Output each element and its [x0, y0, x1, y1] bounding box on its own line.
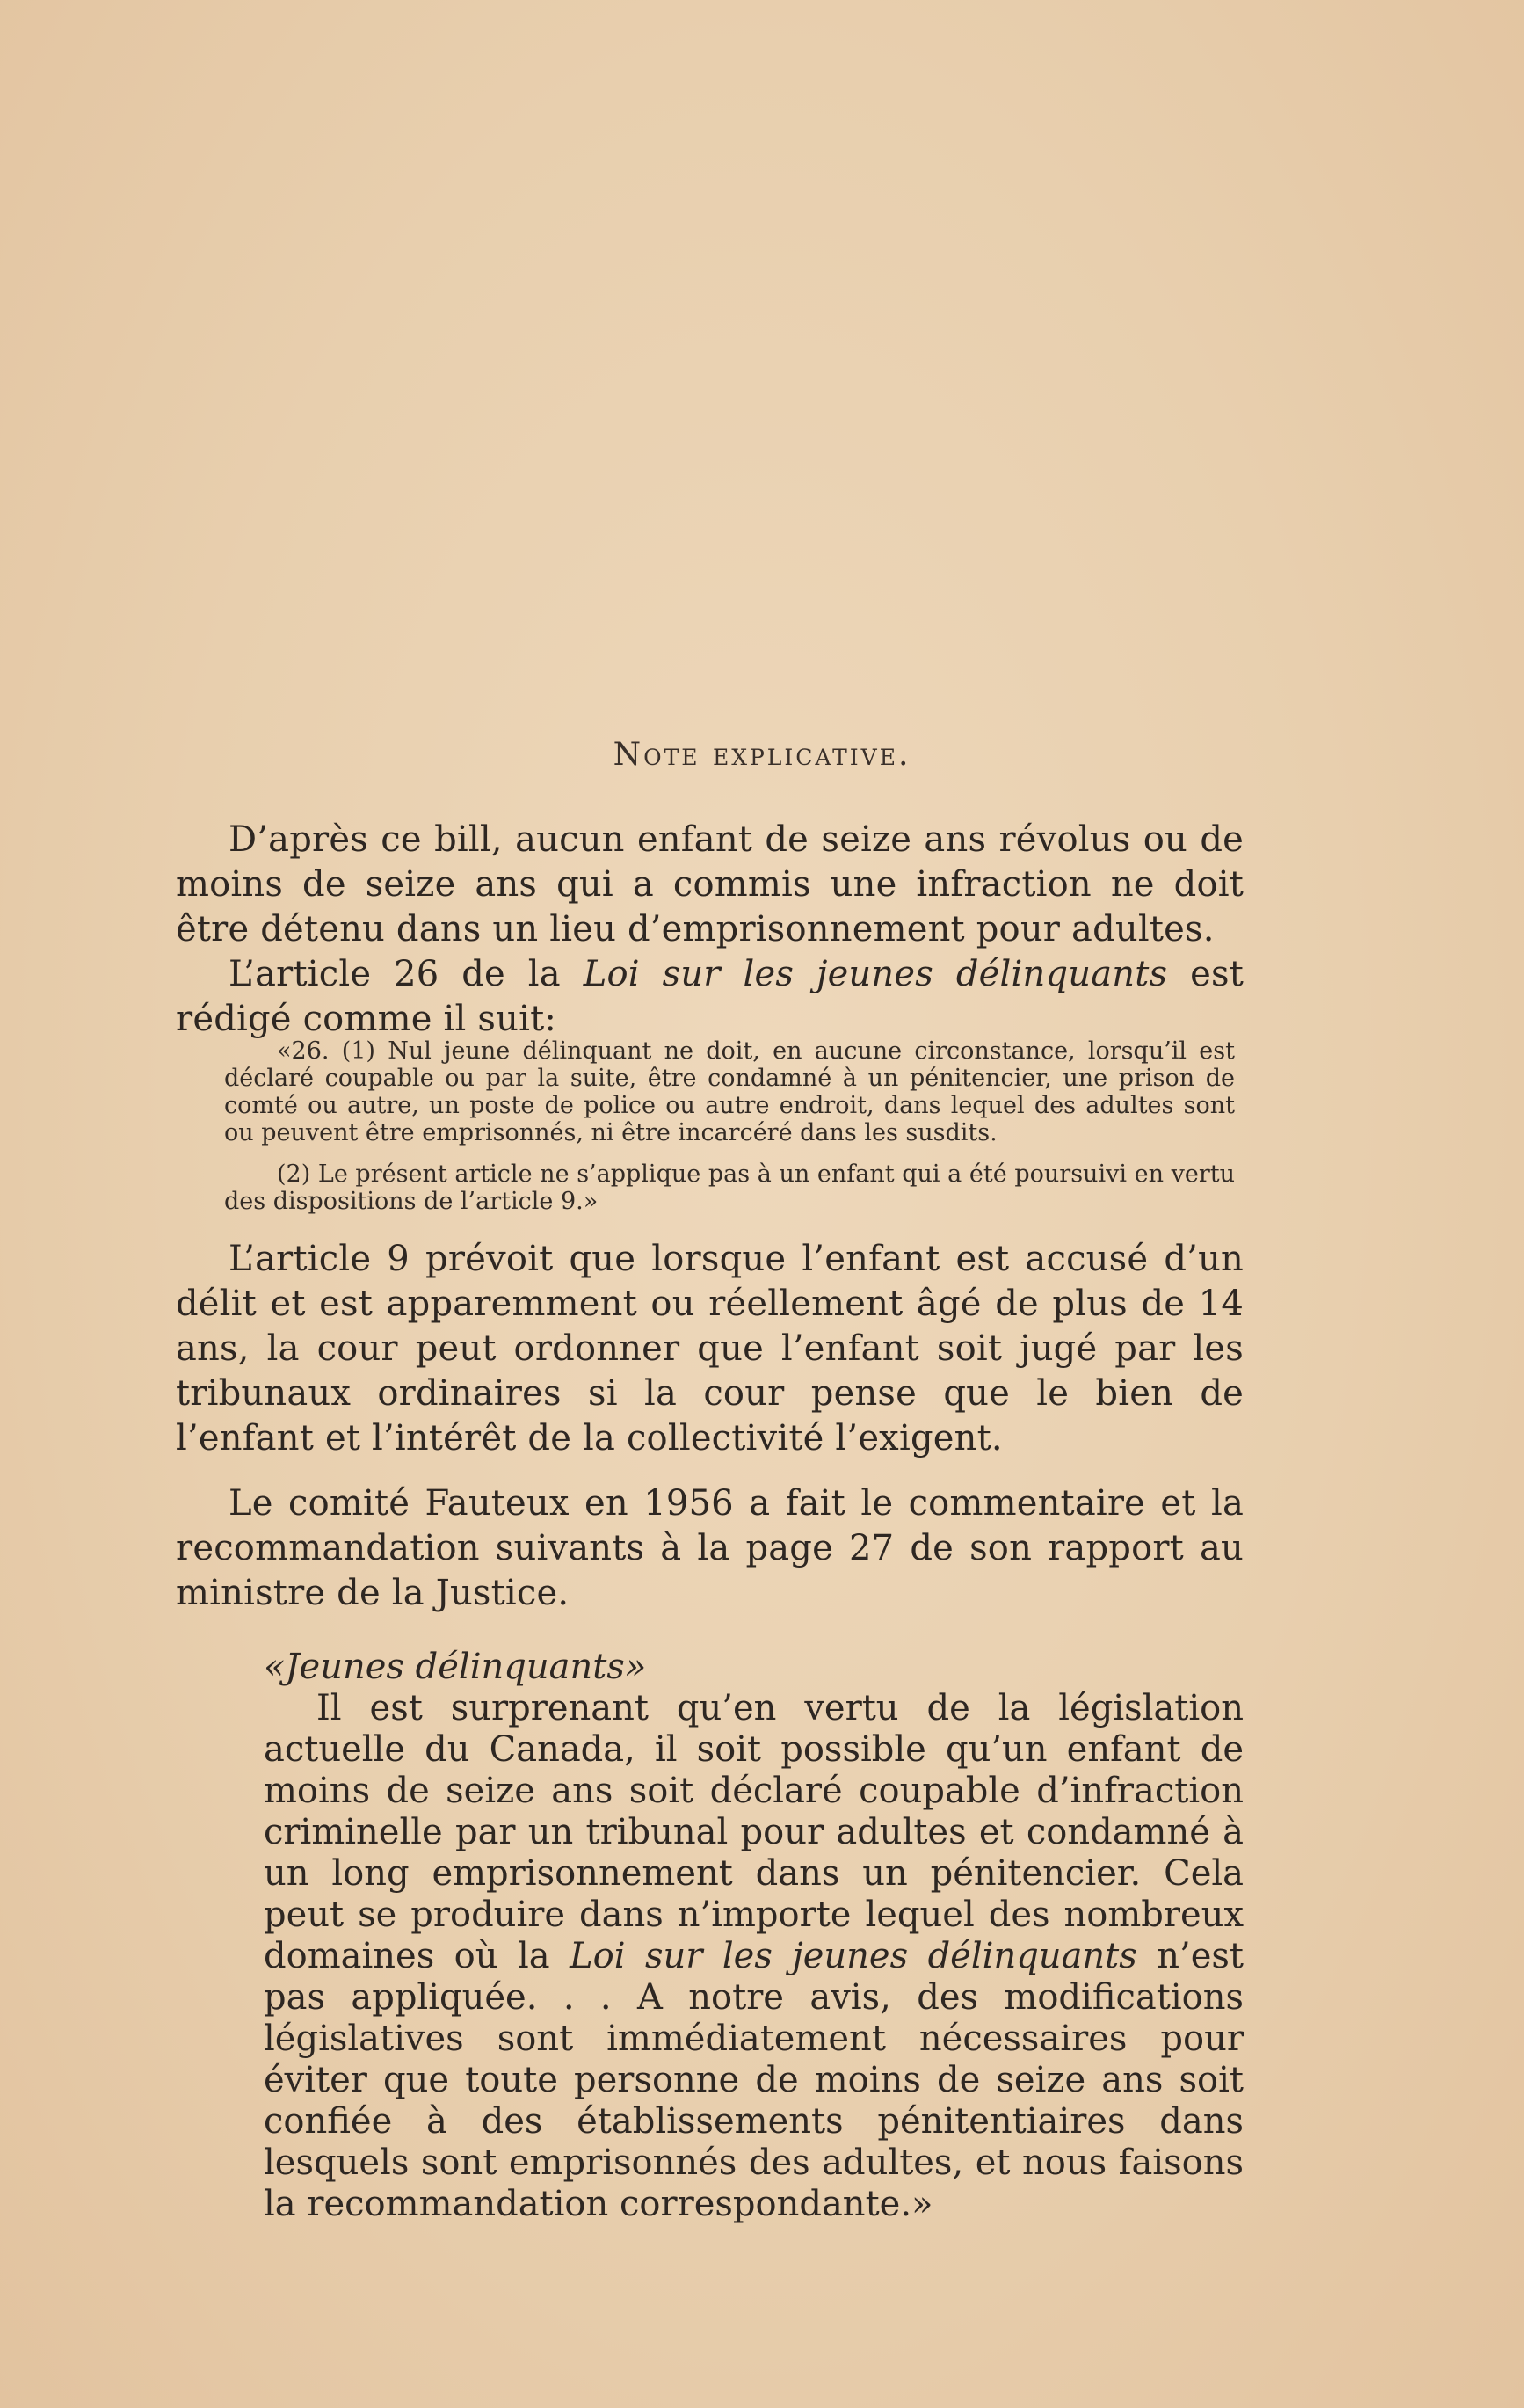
quotation-body [264, 1688, 1244, 2225]
quotation-title-text: Jeunes délinquants [285, 1647, 625, 1687]
quotation-title [264, 1646, 1244, 1688]
paragraph-fauteux-committee [176, 1481, 1244, 1616]
summary-text: D’après ce bill, aucun enfant de seize ans révolus ou de moins de seize ans qui a commis une infraction ne doit être détenu dans un lieu d’emprisonnement pour adultes. [176, 819, 1244, 949]
quote-close-mark: » [624, 1647, 647, 1687]
paragraph-summary [176, 818, 1244, 952]
article-26-intro-text [176, 952, 1244, 1042]
intro-after: est rédigé comme il suit: [176, 954, 1244, 1039]
quotation-part-2: n’est pas appliquée. . . A notre avis, des modifications législatives sont immédiatement nécessaires pour éviter que toute personne de moins de seize ans soit confiée à des établissements pénitentiaires dans lesquels sont emprisonnés des adultes, et nous faisons la recommandation correspondante.» [264, 1936, 1244, 2224]
article-9-text: L’article 9 prévoit que lorsque l’enfant est accusé d’un délit et est apparemment ou réellement âgé de plus de 14 ans, la cour peut ordonner que l’enfant soit jugé par les tribunaux ordinaires si la cour pense que le bien de l’enfant et l’intérêt de la collectivité l’exigent. [176, 1239, 1244, 1459]
quote-open-mark: « [264, 1647, 286, 1687]
article-26-subsection-1: «26. (1) Nul jeune délinquant ne doit, en aucune circonstance, lorsqu’il est déclaré coupable ou par la suite, être condamné à un pénitencier, une prison de comté ou autre, un poste de police ou autre endroit, dans lequel des adultes sont ou peuvent être emprisonnés, ni être incarcéré dans les susdits. [224, 1037, 1235, 1146]
article-26-subsection-2: (2) Le présent article ne s’applique pas à un enfant qui a été poursuivi en vertu des dispositions de l’article 9.» [224, 1160, 1235, 1215]
quotation-part-1: Il est surprenant qu’en vertu de la législation actuelle du Canada, il soit possible qu’un enfant de moins de seize ans soit déclaré coupable d’infraction criminelle par un tribunal pour adultes et condamné à un long emprisonnement dans un pénitencier. Cela peut se produire dans n’importe lequel des nombreux domaines où la [264, 1688, 1244, 1976]
page-heading: Note explicative. [613, 737, 911, 773]
quotation-act-title: Loi sur les jeunes délinquants [570, 1936, 1137, 1976]
paragraph-article-26-intro [176, 952, 1244, 1042]
paragraph-article-9 [176, 1237, 1244, 1461]
intro-before: L’article 26 de la [229, 954, 584, 994]
fauteux-text: Le comité Fauteux en 1956 a fait le commentaire et la recommandation suivants à la page 27 de son rapport au ministre de la Justice. [176, 1483, 1244, 1613]
committee-quotation [264, 1646, 1244, 2225]
quoted-article-26 [224, 1037, 1235, 1215]
act-title: Loi sur les jeunes délinquants [583, 954, 1168, 994]
